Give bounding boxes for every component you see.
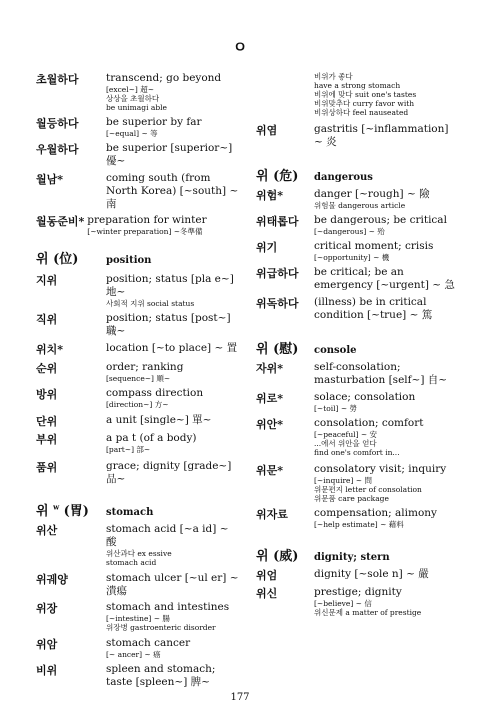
definition-line: stomach cancer <box>106 637 191 649</box>
example-line: [~ ancer] ~ 癌 <box>106 650 161 659</box>
definition <box>314 361 456 387</box>
example-line: ...에서 위안을 얻다 <box>314 439 377 448</box>
definition-line: stomach ulcer [~ul er] ~潰瘍 <box>106 572 239 597</box>
example-line: [~intestine] ~ 腸 <box>106 614 170 623</box>
definition <box>314 463 456 503</box>
dictionary-entry <box>36 523 241 567</box>
example-line: 위산과다 ex essive <box>106 549 172 558</box>
page-number: 177 <box>230 692 250 703</box>
dictionary-entry <box>36 414 241 429</box>
definition-line: transcend; go beyond <box>106 72 222 84</box>
dictionary-entry <box>256 361 456 387</box>
section-hanja: (胃) <box>63 504 89 519</box>
dictionary-entry <box>36 312 241 338</box>
headword: 위안* <box>256 418 284 431</box>
dictionary-entry <box>36 637 241 659</box>
left-column <box>36 72 241 689</box>
definition-line: self-consolation; <box>314 361 401 373</box>
example-line: 위신문제 a matter of prestige <box>314 608 422 617</box>
definition-line: prestige; dignity <box>314 586 402 598</box>
definition <box>314 417 456 457</box>
definition <box>106 460 241 486</box>
definition-line: consolation; comfort <box>314 417 424 429</box>
headword: 우월하다 <box>36 143 79 156</box>
headword: 자위* <box>256 362 284 375</box>
section-headword: 위 (威) <box>256 549 299 564</box>
example-line: [part~] 部~ <box>106 445 151 454</box>
dictionary-entry <box>256 188 456 210</box>
definition <box>314 586 456 617</box>
headword: 지위 <box>36 274 58 287</box>
dictionary-entry <box>36 460 241 486</box>
headword: 위험* <box>256 189 284 202</box>
example-line: 사회적 지위 social status <box>106 299 195 308</box>
example-line: 위장병 gastroenteric disorder <box>106 623 216 632</box>
example-line: [~peaceful] ~ 安 <box>314 430 378 439</box>
definition <box>106 342 241 357</box>
example-line: [direction~] 方~ <box>106 400 169 409</box>
definition-line: position; status [pla e~] 地~ <box>106 273 234 298</box>
example-line: [~help estimate] ~ 藉料 <box>314 520 404 529</box>
definition <box>314 568 456 583</box>
definition <box>106 387 241 409</box>
example-line: have a strong stomach <box>314 81 401 90</box>
section-korean <box>256 165 314 184</box>
example-line: 위험물 dangerous article <box>314 201 406 210</box>
dictionary-entry <box>36 342 241 357</box>
definition-line: compass direction <box>106 387 204 399</box>
example-line: 비위가 좋다 <box>314 72 353 81</box>
dictionary-entry <box>36 214 241 236</box>
definition-line: (illness) be in critical <box>314 296 427 308</box>
section-korean <box>36 248 106 267</box>
definition <box>106 523 241 567</box>
dictionary-entry <box>36 172 241 211</box>
example-line: 상상을 초월하다 <box>106 94 160 103</box>
section-english: position <box>106 255 152 266</box>
headword: 위엄 <box>256 569 278 582</box>
example-line: 위문편지 letter of consolation <box>314 485 422 494</box>
section-korean <box>256 338 314 357</box>
dictionary-entry <box>256 266 456 292</box>
example-line: 위문품 care package <box>314 494 389 503</box>
definition-line: masturbation [self~] 自~ <box>314 374 448 386</box>
section-headword: 위 (慰) <box>256 342 299 357</box>
headword: 순위 <box>36 362 58 375</box>
dictionary-entry <box>36 142 241 168</box>
definition-line: condition [~true] ~ 篤 <box>314 309 433 321</box>
right-column <box>256 72 456 617</box>
headword: 월등하다 <box>36 117 79 130</box>
section-heading <box>256 545 456 564</box>
definition <box>106 361 241 383</box>
dictionary-entry <box>36 572 241 598</box>
example-line: be unimagi able <box>106 103 167 112</box>
section-headword: 위 (位) <box>36 252 79 267</box>
definition <box>106 172 241 211</box>
example-line: [~dangerous] ~ 殆 <box>314 227 385 236</box>
headword: 위장 <box>36 602 58 615</box>
dictionary-entry <box>36 387 241 409</box>
dictionary-entry <box>256 463 456 503</box>
definition <box>314 188 456 210</box>
definition-line: danger [~rough] ~ 險 <box>314 188 430 200</box>
headword: 비위 <box>36 664 58 677</box>
dictionary-entry <box>36 432 241 454</box>
dictionary-entry <box>36 72 241 112</box>
definition-line: a unit [single~] 單~ <box>106 414 212 426</box>
headword: 위산 <box>36 524 58 537</box>
definition <box>314 240 456 262</box>
definition <box>106 414 241 429</box>
dictionary-entry <box>256 296 456 322</box>
headword: 단위 <box>36 415 58 428</box>
headword: 위태롭다 <box>256 215 299 228</box>
definition <box>106 572 241 598</box>
section-heading <box>256 338 456 357</box>
section-english: dangerous <box>314 172 373 183</box>
definition-line: critical moment; crisis <box>314 240 434 252</box>
headword: 위신 <box>256 587 278 600</box>
definition <box>314 72 456 117</box>
headword: 품위 <box>36 461 58 474</box>
definition <box>106 663 241 689</box>
definition <box>314 123 456 149</box>
definition-line: dignity [~sole n] ~ 嚴 <box>314 568 429 580</box>
headword: 위독하다 <box>256 297 299 310</box>
dictionary-entry <box>256 123 456 149</box>
section-korean <box>36 500 106 519</box>
definition <box>106 432 241 454</box>
definition-line: grace; dignity [grade~] 品~ <box>106 460 232 485</box>
headword: 위문* <box>256 464 284 477</box>
definition <box>314 266 456 292</box>
section-heading <box>36 500 241 519</box>
definition-line: order; ranking <box>106 361 184 373</box>
headword <box>256 72 314 117</box>
definition-line: stomach acid [~a id] ~ 酸 <box>106 523 229 548</box>
section-english: stomach <box>106 507 154 518</box>
definition-line: spleen and stomach; <box>106 663 216 675</box>
definition-line: gastritis [~inflammation] ~ 炎 <box>314 123 449 148</box>
definition <box>106 116 241 138</box>
definition-line: preparation for winter <box>87 214 207 226</box>
example-line: stomach acid <box>106 558 157 567</box>
section-headword: 위 (危) <box>256 169 299 184</box>
example-line: [sequence~] 順~ <box>106 374 171 383</box>
dictionary-entry <box>256 240 456 262</box>
definition <box>106 312 241 338</box>
headword: 월남* <box>36 173 64 186</box>
example-line: 비위맞추다 curry favor with <box>314 99 415 108</box>
example-line: 비위상하다 feel nauseated <box>314 108 409 117</box>
headword: 위기 <box>256 241 278 254</box>
example-line: [excel~] 超~ <box>106 85 155 94</box>
definition-line: emergency [~urgent] ~ 急 <box>314 279 455 291</box>
headword: 위염 <box>256 124 278 137</box>
dictionary-entry <box>256 391 456 413</box>
definition-line: compensation; alimony <box>314 507 437 519</box>
definition-line: be dangerous; be critical <box>314 214 447 226</box>
definition <box>314 214 456 236</box>
definition-line: coming south (from <box>106 172 211 184</box>
definition-line: taste [spleen~] 脾~ <box>106 676 210 688</box>
definition-line: be critical; be an <box>314 266 404 278</box>
definition-line: position; status [post~] 職~ <box>106 312 231 337</box>
definition <box>106 637 241 659</box>
section-headword: 위 <box>36 504 49 519</box>
example-line: [~winter preparation] ~冬準備 <box>87 227 203 236</box>
dictionary-entry <box>36 361 241 383</box>
section-heading <box>256 165 456 184</box>
dictionary-entry <box>36 116 241 138</box>
dictionary-entry <box>256 507 456 529</box>
headword: 부위 <box>36 433 58 446</box>
dictionary-entry <box>36 601 241 632</box>
section-english: console <box>314 345 357 356</box>
dictionary-entry <box>256 417 456 457</box>
dictionary-entry <box>36 273 241 308</box>
example-line: 비위에 맞다 suit one's tastes <box>314 90 417 99</box>
section-korean <box>256 545 314 564</box>
definition-line: North Korea) [~south] ~ 南 <box>106 185 239 210</box>
example-line: [~toil] ~ 勞 <box>314 404 358 413</box>
definition-line: consolatory visit; inquiry <box>314 463 447 475</box>
headword: 위로* <box>256 392 284 405</box>
definition <box>106 273 241 308</box>
definition-line: location [~to place] ~ 置 <box>106 342 238 354</box>
definition <box>106 142 241 168</box>
dictionary-entry <box>256 72 456 117</box>
section-superscript: w <box>53 502 60 512</box>
headword: 위치* <box>36 343 64 356</box>
headword: 위암 <box>36 638 58 651</box>
example-line: [~inquire] ~ 問 <box>314 476 372 485</box>
headword: 방위 <box>36 388 58 401</box>
headword: 위급하다 <box>256 267 299 280</box>
example-line: [~believe] ~ 信 <box>314 599 372 608</box>
example-line: find one's comfort in... <box>314 448 400 457</box>
definition <box>314 507 456 529</box>
definition-line: stomach and intestines <box>106 601 230 613</box>
definition-line: be superior by far <box>106 116 202 128</box>
definition-line: a pa t (of a body) <box>106 432 197 444</box>
definition <box>314 391 456 413</box>
dictionary-entry <box>256 568 456 583</box>
headword: 위자료 <box>256 508 288 521</box>
definition <box>106 72 241 112</box>
headword: 위궤양 <box>36 573 68 586</box>
dictionary-entry <box>256 214 456 236</box>
definition <box>87 214 241 236</box>
headword: 초월하다 <box>36 73 79 86</box>
headword: 직위 <box>36 313 58 326</box>
definition-line: solace; consolation <box>314 391 416 403</box>
section-english: dignity; stern <box>314 552 390 563</box>
dictionary-entry <box>36 663 241 689</box>
definition <box>314 296 456 322</box>
section-heading <box>36 248 241 267</box>
headword: 월동준비* <box>36 215 85 228</box>
dictionary-entry <box>256 586 456 617</box>
example-line: [~opportunity] ~ 機 <box>314 253 390 262</box>
definition-line: be superior [superior~] 優~ <box>106 142 233 167</box>
definition <box>106 601 241 632</box>
example-line: [~equal] ~ 等 <box>106 129 158 138</box>
page-header-letter: ㅇ <box>232 38 248 56</box>
